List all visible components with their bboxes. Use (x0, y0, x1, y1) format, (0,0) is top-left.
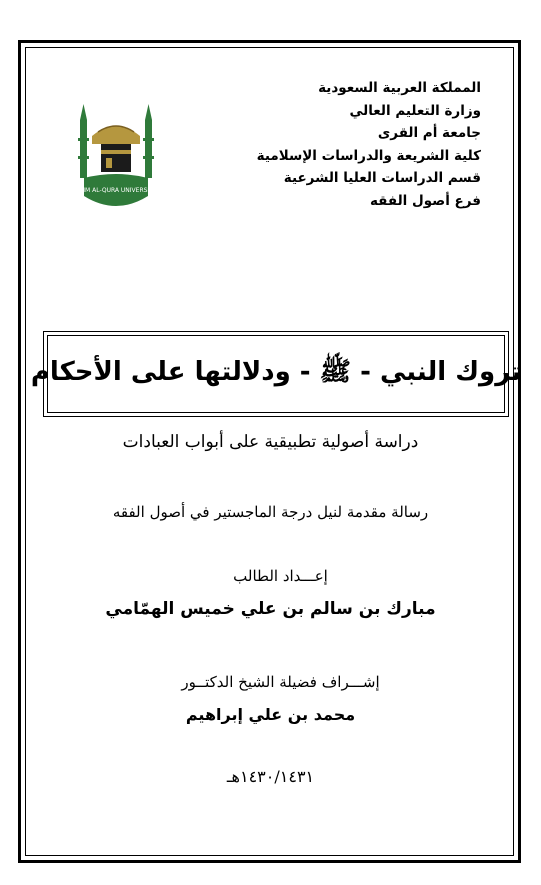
hijri-year: ١٤٣٠/١٤٣١هـ (226, 767, 315, 786)
header-college: كلية الشريعة والدراسات الإسلامية (256, 147, 481, 164)
supervisor-name: محمد بن علي إبراهيم (185, 705, 356, 724)
svg-text:UMM AL-QURA UNIVERSITY: UMM AL-QURA UNIVERSITY (76, 187, 156, 194)
header-university: جامعة أم القرى (377, 125, 481, 141)
thesis-title: تروك النبي - ﷺ - ودلالتها على الأحكام (30, 357, 522, 387)
supervisor-label: إشـــراف فضيلة الشيخ الدكتــور (181, 673, 380, 691)
header-branch: فرع أصول الفقه (369, 192, 481, 209)
institution-header (221, 77, 481, 212)
header-ministry: وزارة التعليم العالي (349, 102, 481, 119)
title-box (30, 335, 522, 413)
header-department: قسم الدراسات العليا الشرعية (283, 170, 481, 186)
student-label: إعـــداد الطالب (233, 567, 328, 585)
umm-al-qura-university-seal-icon (76, 98, 156, 216)
header-country: المملكة العربية السعودية (318, 80, 481, 96)
thesis-subtitle: دراسة أصولية تطبيقية على أبواب العبادات (122, 432, 419, 452)
student-name: مبارك بن سالم بن علي خميس الهمّامي (105, 599, 436, 619)
degree-statement: رسالة مقدمة لنيل درجة الماجستير في أصول الفقه (112, 503, 429, 521)
